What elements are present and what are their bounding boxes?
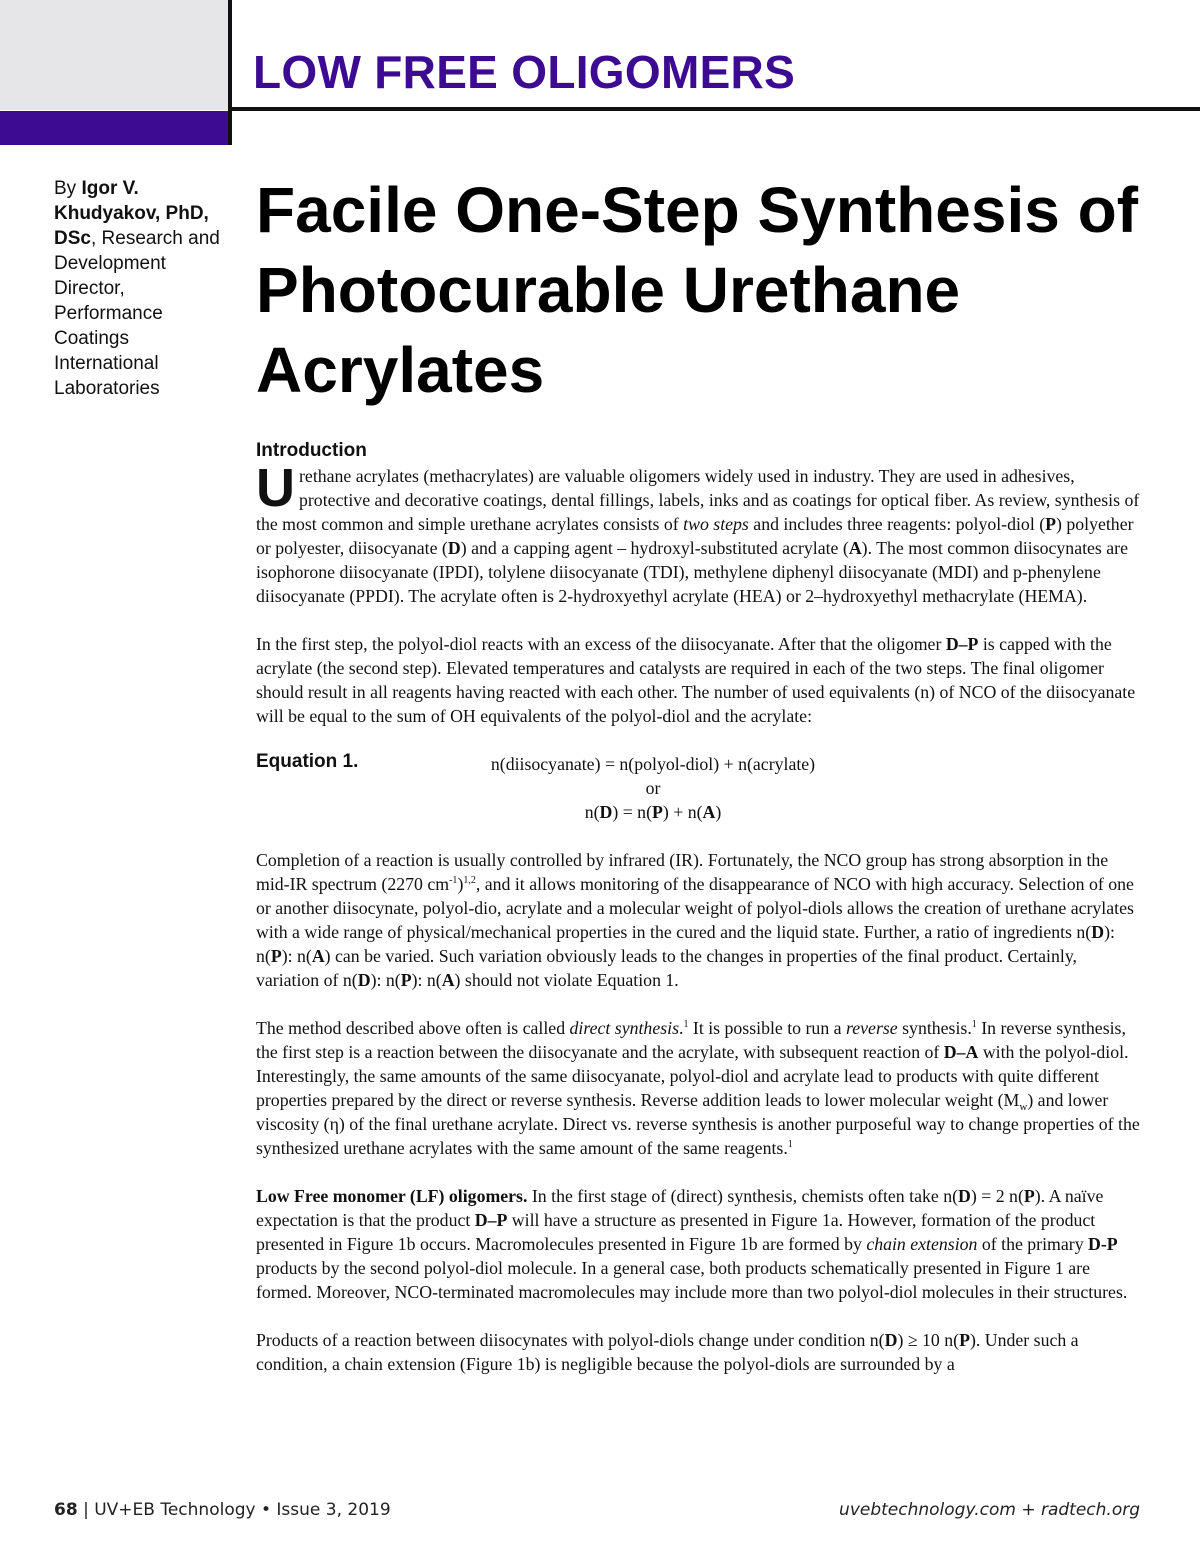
section-title: LOW FREE OLIGOMERS [253,46,796,98]
article-body [256,438,1140,1400]
header-accent-bar [0,111,228,145]
page-number: 68 [54,1500,78,1520]
drop-cap: U [256,458,295,518]
footer-websites: uvebtechnology.com + radtech.org [839,1500,1140,1520]
paragraph-low-free-monomer: Low Free monomer (LF) oligomers. In the first stage of (direct) synthesis, chemists often take n(D) = 2 n(P). A naïve expectation is that the product D–P will have a structure as presented in Figure 1a. However, formation of the product presented in Figure 1b occurs. Macromolecules presented in Figure 1b are formed by chain extension of the primary D-P products by the second polyol-diol molecule. In a general case, both products schematically presented in Figure 1 are formed. Moreover, NCO-terminated macromolecules may include more than two polyol-diol molecules in their structures. [256,1186,1128,1302]
equation-line-2: or [645,778,661,798]
page-footer [54,1500,1140,1524]
paragraph-excess-condition: Products of a reaction between diisocynates with polyol-diols change under condition n(D) ≥ 10 n(P). Under such a condition, a chain extension (Figure 1b) is negligible because the polyol-diols are surrounded by a [256,1330,1079,1374]
equation-line-3: n(D) = n(P) + n(A) [584,802,722,822]
header-gray-box [0,0,228,110]
equation-lines [470,752,836,824]
article-title: Facile One-Step Synthesis of Photocurable Urethane Acrylates [256,174,1138,406]
footer-separator: | [77,1500,95,1520]
byline [54,176,226,401]
byline-prefix: By [54,178,82,199]
footer-left [54,1500,391,1520]
byline-role: , Research and Development Director, Performance Coatings International Laboratories [54,228,220,399]
equation-line-1: n(diisocyanate) = n(polyol-diol) + n(acrylate) [490,754,816,774]
header-vertical-rule [228,0,232,145]
paragraph-ir-monitoring: Completion of a reaction is usually controlled by infrared (IR). Fortunately, the NCO group has strong absorption in the mid-IR spectrum (2270 $cm^{-1})^{1,2}$, and it allows monitoring of the disappearance of NCO with high accuracy. Selection of one or another diisocynate, polyol-dio, acrylate and a molecular weight of polyol-diols allows the creation of urethane acrylates with a wide range of physical/mechanical properties in the cured and the liquid state. Further, a ratio of ingredients n(D): n(P): n(A) can be varied. Such variation obviously leads to the changes in properties of the final product. Certainly, variation of n(D): n(P): n(A) should not violate Equation 1. [256,850,1134,990]
intro-paragraph: Urethane acrylates (methacrylates) are valuable oligomers widely used in industry. They are used in adhesives, protective and decorative coatings, dental fillings, labels, inks and as coatings for optical fiber. As review, synthesis of the most common and simple urethane acrylates consists of two steps and includes three reagents: polyol-diol (P) polyether or polyester, diisocyanate (D) and a capping agent – hydroxyl-substituted acrylate (A). The most common diisocynates are isophorone diisocyanate (IPDI), tolylene diisocyanate (TDI), methylene diphenyl diisocyanate (MDI) and p-phenylene diisocyanate (PPDI). The acrylate often is 2-hydroxyethyl acrylate (HEA) or 2–hydroxyethyl methacrylate (HEMA). [256,458,1140,606]
paragraph-two-steps: In the first step, the polyol-diol reacts with an excess of the diisocyanate. After that the oligomer D–P is capped with the acrylate (the second step). Elevated temperatures and catalysts are required in each of the two steps. The final oligomer should result in all reagents having reacted with each other. The number of used equivalents (n) of NCO of the diisocyanate will be equal to the sum of OH equivalents of the polyol-diol and the acrylate: [256,634,1136,726]
equation-1 [256,752,1140,824]
equation-label: Equation 1. [256,751,359,772]
paragraph-reverse-synthesis: The method described above often is called direct synthesis.$^1$ It is possible to run a reverse synthesis.$^1$ In reverse synthesis, the first step is a reaction between the diisocyanate and the acrylate, with subsequent reaction of D–A with the polyol-diol. Interestingly, the same amounts of the same diisocyanate, polyol-diol and acrylate lead to products with quite different properties prepared by the direct or reverse synthesis. Reverse addition leads to lower molecular weight $(M_w)$ and lower viscosity (η) of the final urethane acrylate. Direct vs. reverse synthesis is another purposeful way to change properties of the synthesized urethane acrylates with the same amount of the same reagents.$^1$ [256,1018,1140,1158]
byline-author: Igor V. Khudyakov, PhD, DSc [54,178,209,249]
publication-name: UV+EB Technology • Issue 3, 2019 [94,1500,391,1520]
header-horizontal-rule [232,107,1200,111]
intro-heading: Introduction [256,440,367,461]
